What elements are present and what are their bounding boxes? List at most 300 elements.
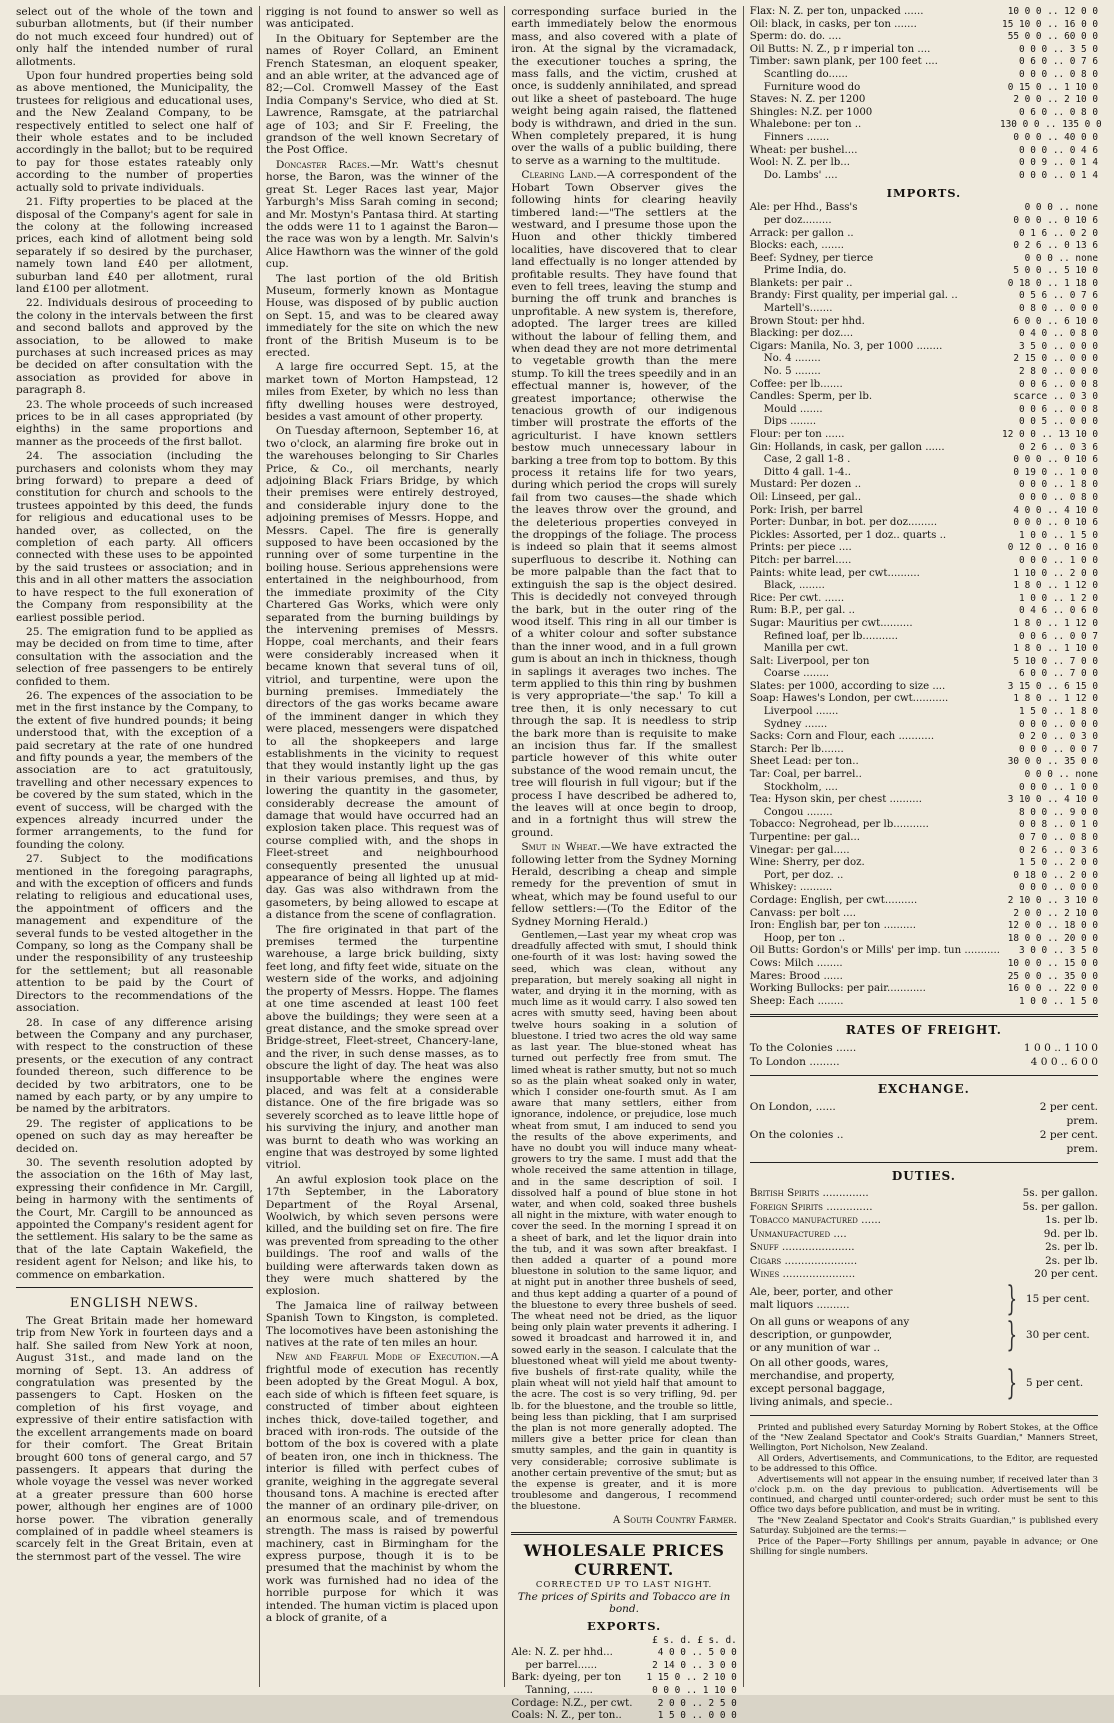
price-row <box>750 782 1098 795</box>
imprint <box>750 1422 1098 1556</box>
price-row <box>750 404 1098 417</box>
price-item: Wheat: per bushel.... <box>749 144 858 156</box>
rate-label: On the colonies .. <box>749 1129 844 1142</box>
price-row <box>750 945 1098 958</box>
duties-list <box>750 1187 1098 1282</box>
paragraph: 25. The emigration fund to be applied as may be decided on from time to time, after consultation with the association and the selection of free passengers to be entirely confided to them. <box>16 625 253 688</box>
price-row <box>750 454 1098 467</box>
price-row <box>750 857 1098 870</box>
price-row <box>750 996 1098 1009</box>
price-row <box>750 442 1098 455</box>
paragraph-text: —Mr. Watt's chesnut horse, the Baron, was the winner of the great St. Leger Races last year, Major Yarburgh's Miss Sarah coming in second; and Mr. Mostyn's Pantasa third. At starting the odds were 11 to 1 against the Baron—the race was won by a length. Mr. Salvin's Alice Hawthorn was the winner of the gold cup. <box>265 158 499 271</box>
duty-line: On all other goods, wares, <box>749 1356 889 1369</box>
duty-group-weapons: On all guns or weapons of any description, or gunpowder, or any munition of war .. } 30 per cent. <box>749 1315 1090 1356</box>
paragraph: 28. In case of any difference arising between the Company and any purchaser, with respect to the construction of these presents, or the execution of any contract founded thereon, such difference to be decided by two arbitrators, one to be named by each party, or by any umpire to be named by the arbitrators. <box>16 1016 253 1116</box>
price-value: 30 0 0 .. 35 0 0 <box>1007 756 1098 768</box>
section-title-english-news: ENGLISH NEWS. <box>69 1296 200 1312</box>
price-value: 0 2 6 .. 0 13 6 <box>1013 240 1098 252</box>
price-item: Canvass: per bolt .... <box>749 907 857 919</box>
price-value: 16 0 0 .. 22 0 0 <box>1007 983 1098 995</box>
price-row <box>750 19 1098 32</box>
run-in-heading: Smut in Wheat. <box>521 841 601 854</box>
price-value: 0 8 0 .. 0 0 0 <box>1018 303 1098 315</box>
price-row <box>749 119 1102 132</box>
price-row <box>750 328 1098 341</box>
price-row <box>750 170 1098 183</box>
rate-value: 1s. per lb. <box>1045 1214 1098 1227</box>
price-row <box>750 530 1098 543</box>
price-item: Coarse ........ <box>763 668 830 680</box>
price-row <box>750 316 1098 329</box>
price-value: 3 0 0 .. 3 5 0 <box>1018 945 1098 957</box>
price-row <box>750 706 1098 719</box>
price-value: 0 0 0 .. 0 0 0 <box>1018 718 1098 730</box>
price-value: 0 0 5 .. 0 0 0 <box>1018 416 1098 428</box>
price-item: Iron: English bar, per ton .......... <box>749 920 916 932</box>
rate-label: Foreign Spirits .............. <box>749 1200 873 1213</box>
price-item: Tea: Hyson skin, per chest .......... <box>749 794 922 806</box>
price-value: 1 0 0 .. 1 5 0 <box>1018 529 1098 541</box>
price-value: 2 14 0 .. 3 0 0 <box>652 1659 737 1671</box>
exports-title: EXPORTS. <box>586 1618 662 1633</box>
price-item: Oil Butts: Gordon's or Mills' per imp. tun ........... <box>749 945 1000 957</box>
price-value: 2 10 0 .. 3 10 0 <box>1007 894 1098 906</box>
paragraph: A large fire occurred Sept. 15, at the market town of Morton Hampstead, 12 miles from Exeter, by which no less than fifty dwelling houses were destroyed, besides a vast amount of other property. <box>265 361 499 423</box>
rate-label: British Spirits .............. <box>749 1187 869 1200</box>
execution-continued-text <box>511 6 736 167</box>
rate-value: 2 per cent. prem. <box>1039 1129 1098 1156</box>
price-item: Wine: Sherry, per doz. <box>749 857 865 869</box>
divider <box>750 1075 1098 1076</box>
rate-value: 2s. per lb. <box>1045 1254 1098 1267</box>
duty-group-ale: Ale, beer, porter, and other malt liquors .......... } 15 per cent. <box>749 1278 1090 1319</box>
price-row <box>750 631 1098 644</box>
price-value: 15 10 0 .. 16 0 0 <box>1002 18 1098 30</box>
price-item: Sperm: do. do. .... <box>749 31 842 43</box>
divider <box>16 1287 253 1288</box>
price-value: 0 0 8 .. 0 1 0 <box>1018 819 1098 831</box>
price-item: Ale: N. Z. per hhd... <box>511 1647 613 1659</box>
paragraph: The Jamaica line of railway between Spanish Town to Kingston, is completed. The locomotives have been astonishing the natives at the rate of ten miles an hour. <box>265 1299 499 1350</box>
price-value: 1 5 0 .. 0 0 0 <box>657 1710 737 1722</box>
price-row <box>750 920 1098 933</box>
rate-value: 5s. per gallon. <box>1022 1187 1098 1200</box>
paragraph: Upon four hundred properties being sold as above mentioned, the Municipality, the trustees for religious and educational uses, and the New Zealand Company, to be respectively entitled to select one half of their whole estates and to be included accordingly in the ballot; but to be required to pay for those estates rateably only according to the number of properties actually sold to private individuals. <box>16 70 253 194</box>
column-2 <box>259 6 504 1687</box>
rate-row <box>750 1201 1098 1215</box>
price-row <box>750 253 1098 266</box>
price-item: Shingles: N.Z. per 1000 <box>749 106 873 118</box>
paragraph: An awful explosion took place on the 17th September, in the Laboratory Department of the Royal Arsenal, Woolwich, by which seven persons were killed, and the building set on fire. The fire was prevented from spreading to the other buildings. The roof and walls of the building were afterwards taken down as they were much shattered by the explosion. <box>265 1173 499 1298</box>
price-item: Finners ....... <box>763 131 830 143</box>
duty-line: description, or gunpowder, <box>749 1328 893 1341</box>
run-in-heading: New and Fearful Mode of Execution. <box>275 1351 481 1364</box>
wholesale-prices-title: WHOLESALE PRICES CURRENT. <box>523 1540 725 1579</box>
price-value: 3 15 0 .. 6 15 0 <box>1007 680 1098 692</box>
imprint-line: Advertisements will not appear in the ensuing number, if received later than 3 o'clock p.m. on the day previous to publication. Advertisements will be continued, and charged until counter-ordered; such order must be sent to this Office two days before publication, and must be in writing. <box>749 1473 1098 1514</box>
price-value: 0 2 6 .. 0 3 6 <box>1018 844 1098 856</box>
exports-price-list <box>511 1647 736 1723</box>
price-row <box>750 681 1098 694</box>
divider <box>750 1415 1098 1416</box>
price-value: 6 0 0 .. 6 10 0 <box>1013 315 1098 327</box>
price-value: 0 0 0 .. none <box>1024 769 1098 781</box>
rate-row <box>750 1268 1098 1282</box>
paragraph: The last portion of the old British Museum, formerly known as Montague House, was disposed of by public auction on Sept. 15, and was to be cleared away immediately for the site on which the new front of the British Museum is to be erected. <box>265 272 499 359</box>
imports-price-list <box>750 202 1098 1008</box>
rate-label: Snuff ...................... <box>749 1241 855 1254</box>
price-row <box>750 719 1098 732</box>
price-item: per doz......... <box>763 214 832 226</box>
price-row <box>750 228 1098 241</box>
price-item: Timber: sawn plank, per 100 feet .... <box>749 56 938 68</box>
paragraph: 29. The register of applications to be opened on such day as may hereafter be decided on. <box>16 1117 253 1155</box>
price-item: Pitch: per barrel..... <box>749 554 852 566</box>
price-row <box>750 467 1098 480</box>
price-item: Ditto 4 gall. 1-4.. <box>763 466 851 478</box>
price-value: 0 18 0 .. 1 18 0 <box>1007 277 1098 289</box>
price-row <box>750 391 1098 404</box>
price-item: Pickles: Assorted, per 1 doz.. quarts .. <box>749 529 947 541</box>
price-value: 0 4 0 .. 0 8 0 <box>1018 328 1098 340</box>
duty-line: On all guns or weapons of any <box>749 1315 910 1328</box>
price-row <box>750 278 1098 291</box>
imprint-line: Price of the Paper—Forty Shillings per annum, payable in advance; or One Shilling for single numbers. <box>749 1535 1098 1556</box>
price-value: 12 0 0 .. 18 0 0 <box>1007 920 1098 932</box>
price-value: 3 5 0 .. 0 0 0 <box>1018 340 1098 352</box>
rate-row <box>750 1055 1098 1069</box>
paragraph: The fire originated in that part of the premises termed the turpentine warehouse, a large brick building, sixty feet long, and fifty feet wide, situate on the western side of the works, and adjoining the property of Messrs. Hoppe. The flames at one time ascended at least 100 feet above the buildings; they were seen at a great distance, and the smoke spread over Bridge-street, Fleet-street, Chancery-lane, and the river, in such dense masses, as to obscure the light of day. The heat was also insupportable where the engines were placed, and was felt at a considerable distance. One of the fire brigade was so severely scorched as to leave little hope of his surviving the injury, and another man was burnt to death who was working an engine that was destroyed by some lighted vitriol. <box>265 923 499 1172</box>
paragraph: 24. The association (including the purchasers and colonists whom they may bring forward) to prepare a deed of constitution for church and schools to the trustees appointed by this deed, the funds for religious and educational uses to be handed over, as collected, on the completion of each party. All officers connected with these uses to be appointed by the said trustees or association; and in this and in all other matters the association to have respect to the full exoneration of the Company from responsibility at the earliest possible period. <box>16 450 253 624</box>
duties-title: DUTIES. <box>891 1169 956 1184</box>
price-value: 0 0 0 .. 0 0 0 <box>1018 882 1098 894</box>
price-row <box>750 807 1098 820</box>
price-value: 0 0 0 .. 0 10 6 <box>1013 517 1098 529</box>
price-item: Cigars: Manila, No. 3, per 1000 ........ <box>749 340 943 352</box>
price-row <box>750 832 1098 845</box>
run-in-heading: Doncaster Races. <box>275 158 371 171</box>
rate-value: 20 per cent. <box>1034 1268 1098 1281</box>
price-item: No. 4 ........ <box>763 353 821 365</box>
rate-row <box>750 1187 1098 1201</box>
exchange-rates <box>750 1100 1098 1156</box>
price-item: Paints: white lead, per cwt.......... <box>749 567 920 579</box>
price-value: 0 0 9 .. 0 1 4 <box>1018 157 1098 169</box>
price-row <box>750 69 1098 82</box>
price-value: 0 0 0 .. 1 0 0 <box>1018 781 1098 793</box>
price-row <box>750 568 1098 581</box>
price-row <box>750 958 1098 971</box>
clearing-land-paragraph <box>511 169 736 839</box>
price-value: 0 0 0 .. 0 10 6 <box>1013 454 1098 466</box>
price-row <box>750 908 1098 921</box>
price-row <box>750 215 1098 228</box>
freight-rates <box>750 1041 1098 1069</box>
paragraph: The Great Britain made her homeward trip from New York in fourteen days and a half. She sailed from New York at noon, August 31st., and made land on the morning of Sept. 13. An address of congratulation was presented by the passengers to Capt. Hosken on the completion of his first voyage, and expressive of their entire satisfaction with the excellent arrangements made on board for their comfort. The Great Britain brought 600 tons of general cargo, and 57 passengers. It appears that during the whole voyage the vessel was never worked at a greater pressure than 600 horse power, although her engines are of 1000 horse power. The vibration generally complained of in paddle wheel steamers is scarcely felt in the Great Britain, even at the sternmost part of the vessel. The wire <box>16 1315 253 1563</box>
price-item: Prints: per piece .... <box>749 542 852 554</box>
price-row <box>750 341 1098 354</box>
rate-value: 4 0 0 .. 6 0 0 <box>1030 1056 1098 1069</box>
price-item: Brandy: First quality, per imperial gal. .. <box>749 290 958 302</box>
price-row <box>750 593 1098 606</box>
fire-reports-text <box>266 273 498 1350</box>
column-3 <box>504 6 742 1722</box>
price-value: 2 8 0 .. 0 0 0 <box>1018 366 1098 378</box>
price-item: Sacks: Corn and Flour, each ........... <box>749 731 935 743</box>
price-value: 1 5 0 .. 2 0 0 <box>1018 857 1098 869</box>
price-item: Stockholm, .... <box>763 781 838 793</box>
price-value: 0 6 0 .. 0 8 0 <box>1018 106 1098 118</box>
price-item: Hoop, per ton .. <box>763 932 846 944</box>
price-row <box>750 145 1098 158</box>
price-value: 0 0 0 .. 0 0 7 <box>1018 743 1098 755</box>
rate-row <box>750 1228 1098 1242</box>
price-value: 6 0 0 .. 7 0 0 <box>1018 668 1098 680</box>
price-item: Beef: Sydney, per tierce <box>749 252 874 264</box>
price-value: 0 0 6 .. 0 0 7 <box>1018 630 1098 642</box>
price-item: Bark: dyeing, per ton <box>511 1672 622 1684</box>
price-value: 0 0 0 .. 1 10 0 <box>652 1685 737 1696</box>
price-row <box>750 895 1098 908</box>
price-value: 0 19 0 .. 1 0 0 <box>1013 466 1098 478</box>
brace-icon: } <box>1006 1315 1018 1356</box>
price-row <box>750 379 1098 392</box>
rate-label: Unmanufactured .... <box>749 1227 847 1240</box>
obituary-text <box>266 6 498 157</box>
price-row <box>750 353 1098 366</box>
price-row <box>750 668 1098 681</box>
price-row <box>750 769 1098 782</box>
duty-line: merchandise, and property, <box>749 1369 895 1382</box>
price-item: Gin: Hollands, in cask, per gallon ...... <box>749 441 945 453</box>
rate-label: Tobacco manufactured ...... <box>749 1214 881 1227</box>
price-row <box>750 94 1098 107</box>
wholesale-prices-note: The prices of Spirits and Tobacco are in bond. <box>517 1590 731 1615</box>
price-row <box>750 265 1098 278</box>
paragraph: select out of the whole of the town and suburban allotments, but (if their number do not much exceed four hundred) out of only half the intended number of rural allotments. <box>16 6 253 68</box>
price-value: 130 0 0 .. 135 0 0 <box>1000 119 1102 131</box>
paragraph: 26. The expences of the association to be met in the first instance by the Company, to the extent of five hundred pounds; it being understood that, with the exception of a paid secretary at the rate of one hundred and fifty pounds a year, the members of the association are to act gratuitously, travelling and other necessary expences to be covered by the sum stated, which in the event of success, will be charged with the expences already incurred under the former arrangements, to the fund for founding the colony. <box>16 689 253 851</box>
brace-icon: } <box>1006 1278 1018 1319</box>
letter-signature: A South Country Farmer. <box>612 1514 737 1526</box>
price-value: 1 8 0 .. 1 10 0 <box>1013 643 1098 655</box>
rate-row <box>750 1128 1098 1156</box>
price-item: Port, per doz. .. <box>763 869 844 881</box>
price-item: Rum: B.P., per gal. .. <box>749 605 856 617</box>
price-item: Porter: Dunbar, in bot. per doz......... <box>749 517 938 529</box>
price-value: 2 15 0 .. 0 0 0 <box>1013 353 1098 365</box>
price-item: Starch: Per lb....... <box>749 743 844 755</box>
price-value: 0 0 0 .. 0 8 0 <box>1018 68 1098 80</box>
price-item: Slates: per 1000, according to size .... <box>749 680 946 692</box>
imprint-line: Printed and published every Saturday Morning by Robert Stokes, at the Office of the "New Zealand Spectator and Cook's Straits Guardian," Manners Street, Wellington, Port Nicholson, New Zealand. <box>749 1421 1098 1452</box>
price-value: 0 0 0 .. none <box>1024 252 1098 264</box>
price-row <box>750 56 1098 69</box>
rate-row <box>750 1214 1098 1228</box>
smut-letter: Gentlemen,—Last year my wheat crop was dreadfully affected with smut, I should think one-fourth of it was lost: having sowed the seed, which was clean, without any preparation, but merely soaking all night in water, and drying it in the morning, with as much lime as it would carry. I also sowed ten acres with smutty seed, having been about twelve hours soaking in a solution of bluestone. I tried two acres the old way same as last year. The blue-stoned wheat has turned out perfectly free from smut. The limed wheat is rather smutty, but not so much so as the plain wheat soaked only in water, which I consider one-fourth smut. As I am aware that many settlers, either from ignorance, indolence, or prejudice, lose much wheat from smut, I am induced to send you the results of the above experiments, and have no doubt you will induce many wheat-growers to try the same. I must add that the whole received the same attention in tillage, and in the same description of soil. I dissolved half a pound of blue stone in hot water, and when cold, soaked three bushels all night in the mixture, with water enough to cover the seed. In the morning I spread it on a sheet of bark, and let the liquor drain into the tub, and it was sown after breakfast. I then added a quarter of a pound more bluestone in solution to the same liquor, and at night put in another three bushels of seed, and thus kept adding a quarter of a pound of the bluestone to every three bushels of seed. The wheat need not be dried, as the liquor being only plain water prevents it adhering. I sowed it broadcast and harrowed it in, and sowed early in the season. I calculate that the bluestoned wheat will yield me about twenty-five bushels of first-rate quality, while the plain wheat will not yield half that amount to the acre. The cost is so very trifling, 9d. per lb. for the bluestone, and the trouble so little, being less than pickling, that I am surprised the plan is not more generally adopted. The millers give a better price for clean than smutty samples, and the gain in quantity is very considerable; corrosive sublimate is another certain preventive of the smut; but as the expense is greater, and it is more troublesome and dangerous, I recommend the bluestone. <box>511 930 737 1513</box>
price-row <box>750 44 1098 57</box>
rate-label: Cigars ...................... <box>749 1254 858 1267</box>
price-value: 1 15 0 .. 2 10 0 <box>646 1672 737 1684</box>
price-row <box>750 132 1098 145</box>
price-row <box>750 416 1098 429</box>
price-item: Martell's....... <box>763 303 833 315</box>
price-value: 2 0 0 .. 2 10 0 <box>1013 94 1098 106</box>
run-in-heading: Clearing Land. <box>521 169 597 182</box>
price-row <box>750 794 1098 807</box>
price-value: 18 0 0 .. 20 0 0 <box>1007 932 1098 944</box>
price-row <box>511 1647 736 1660</box>
price-value: 25 0 0 .. 35 0 0 <box>1007 970 1098 982</box>
price-row <box>750 693 1098 706</box>
divider <box>750 1014 1098 1017</box>
brace-icon: } <box>1006 1362 1018 1403</box>
price-row <box>750 157 1098 170</box>
price-value: 55 0 0 .. 60 0 0 <box>1007 31 1098 43</box>
freight-title: RATES OF FREIGHT. <box>845 1023 1002 1038</box>
price-item: Whalebone: per ton .. <box>749 119 862 131</box>
paragraph: 21. Fifty properties to be placed at the disposal of the Company's agent for sale in the colony at the following increased prices, each kind of allotment being sold separately if so desired by the purchaser, namely town land £40 per allotment, suburban land £40 per allotment, rural land £100 per allotment. <box>16 196 253 295</box>
price-item: Flour: per ton ...... <box>749 429 845 440</box>
column-1 <box>10 6 259 1687</box>
price-value: 0 0 6 .. 0 0 8 <box>1018 378 1098 390</box>
paragraph: rigging is not found to answer so well as was anticipated. <box>265 6 499 31</box>
price-value: 0 0 6 .. 0 0 8 <box>1018 403 1098 415</box>
price-row <box>750 870 1098 883</box>
price-item: Sheep: Each ........ <box>749 995 844 1007</box>
price-row <box>750 971 1098 984</box>
paragraph: On Tuesday afternoon, September 16, at two o'clock, an alarming fire broke out in the warehouses belonging to Sir Charles Price, & Co., oil merchants, nearly adjoining Black Friars Bridge, by which their premises were entirely destroyed, and considerable injury done to the adjoining premises of Messrs. Hoppe, and Messrs. Capel. The fire is generally supposed to have been occasioned by the running over of some turpentine in the boiling house. Serious apprehensions were entertained in the neighbourhood, from the immediate proximity of the City Chartered Gas Works, which were only separated from the burning buildings by the intervening premises of Messrs. Hoppe, coal merchants, and their fears were considerably increased when it became known that several tuns of oil, vitriol, and turpentine, were upon the burning premises. Immediately the directors of the gas works became aware of the imminent danger in which they were placed, messengers were dispatched to all the shopkeepers and large establishments in the vicinity to request that they would instantly light up the gas in their various premises, and thus, by lowering the quantity in the gasometer, considerably decrease the amount of damage that would have occurred had an explosion taken place. This request was of course complied with, and the shops in Fleet-street and neighbourhood consequently presented the unusual appearance of being all lighted up at mid-day. Gas was also withdrawn from the gasometers, by being allowed to escape at a distance from the scene of conflagration. <box>265 425 499 922</box>
price-item: Sheet Lead: per ton.. <box>749 756 859 768</box>
execution-paragraph <box>266 1351 498 1624</box>
paragraph-text: —A correspondent of the Hobart Town Observer gives the following hints for clearing heavily timbered land:—"The settlers at the westward, and I presume those upon the Huon and other thickly timbered localities, have discovered that to clear land effectually is no longer attended by profitable results. They have found that even to fell trees, leaving the stump and burning the off trunk and branches is unprofitable. A new system is, therefore, adopted. The larger trees are killed without the labour of felling them, and when dead they are not more detrimental to vegetable growth than the mere stump. To kill the trees speedily and in an effectual manner is, however, of the greatest importance; otherwise the tenacious growth of our indigenous timber will prostrate the efforts of the agriculturist. I have known settlers bestow much unnecessary labour in barking a tree from top to bottom. By this process it retains life for two years, during which period the crops will surely fail from two causes—the shade which the leaves throw over the ground, and the deleterious properties conveyed in the droppings of the foliage. The process is indeed so plain that it seems almost superfluous to describe it. Nothing can be more palpable than the fact that to extinguish the sap is the object desired. This is decidedly not conveyed through the bark, but in the outer ring of the wood itself. This ring in all our timber is of a whiter colour and softer substance than the inner wood, and in a full grown gum is about an inch in thickness, though in saplings it averages two inches. The term applied to this thin ring by bushmen is very appropriate—'the sap.' To kill a tree then, it is only necessary to cut through the sap. It is needless to strip the bark more than is requisite to make an incision thus far. If the smallest particle however of this white outer substance of the wood remain uncut, the tree will flourish in full vigour; but if the process I have described be adhered to, the leaves will at once begin to droop, and in a fortnight thus will strew the ground. <box>511 169 737 839</box>
price-value: 2 0 0 .. 2 10 0 <box>1013 907 1098 919</box>
price-value: 0 0 0 .. 0 1 4 <box>1018 169 1098 181</box>
price-row <box>511 1710 736 1723</box>
price-value: 0 7 0 .. 0 8 0 <box>1018 832 1098 843</box>
price-value: 0 15 0 .. 1 10 0 <box>1007 81 1098 93</box>
exports-price-list-continued <box>749 6 1102 182</box>
price-item: Mustard: Per dozen .. <box>749 479 862 491</box>
price-row <box>750 555 1098 568</box>
price-item: Flax: N. Z. per ton, unpacked ...... <box>749 6 924 17</box>
price-value: 12 0 0 .. 13 10 0 <box>1002 429 1098 440</box>
price-value: 0 18 0 .. 2 0 0 <box>1013 869 1098 881</box>
price-item: Oil: black, in casks, per ton ....... <box>749 18 917 30</box>
price-item: Turpentine: per gal... <box>749 832 860 843</box>
price-item: Case, 2 gall 1-8 . <box>763 454 851 466</box>
price-item: Blankets: per pair .. <box>749 277 853 289</box>
price-value: 0 0 0 .. 0 10 6 <box>1013 214 1098 226</box>
duty-line: living animals, and specie.. <box>749 1395 893 1408</box>
price-item: Oil: Linseed, per gal.. <box>749 491 862 503</box>
price-value: 0 12 0 .. 0 16 0 <box>1007 542 1098 554</box>
price-row <box>750 479 1098 492</box>
price-value: 8 0 0 .. 9 0 0 <box>1018 806 1098 818</box>
price-row <box>750 542 1098 555</box>
price-item: Wool: N. Z. per lb... <box>749 157 851 169</box>
price-item: Soap: Hawes's London, per cwt........... <box>749 693 949 705</box>
price-value: 4 0 0 .. 4 10 0 <box>1013 504 1098 516</box>
price-value: 0 2 6 .. 0 3 6 <box>1018 441 1098 453</box>
price-row <box>511 1685 736 1698</box>
price-item: Pork: Irish, per barrel <box>749 504 863 516</box>
rate-value: 2s. per lb. <box>1045 1241 1098 1254</box>
rate-row <box>750 1041 1098 1055</box>
column-4 <box>743 6 1104 1687</box>
price-row <box>750 618 1098 631</box>
price-item: Vinegar: per gal..... <box>749 844 850 856</box>
price-value: 1 8 0 .. 1 12 0 <box>1013 693 1098 705</box>
price-item: per barrel...... <box>525 1659 598 1671</box>
price-row <box>750 303 1098 316</box>
divider <box>511 1532 736 1535</box>
price-value: 0 4 6 .. 0 6 0 <box>1018 605 1098 617</box>
price-item: Sydney ....... <box>763 718 828 730</box>
rate-value: 9d. per lb. <box>1043 1227 1098 1240</box>
paragraph-text: —We have extracted the following letter from the Sydney Morning Herald, describing a cheap and simple remedy for the prevention of smut in wheat, which may be found useful to our fellow settlers:—(To the Editor of the Sydney Morning Herald.) <box>511 841 737 928</box>
price-row <box>750 983 1098 996</box>
price-value: 0 0 0 .. 0 4 6 <box>1018 144 1098 156</box>
divider <box>750 1162 1098 1163</box>
price-row <box>750 240 1098 253</box>
price-item: Furniture wood do <box>763 81 861 93</box>
price-row <box>750 82 1098 95</box>
price-item: Ale: per Hhd., Bass's <box>749 202 858 214</box>
price-item: Rice: Per cwt. ...... <box>749 592 845 604</box>
price-row <box>750 656 1098 669</box>
smut-in-wheat-paragraph <box>511 841 736 928</box>
price-item: Blocks: each, ....... <box>749 240 844 252</box>
price-row <box>750 492 1098 505</box>
paragraph: In the Obituary for September are the names of Royer Collard, an Eminent French Statesman, an eloquent speaker, and an able writer, at the advanced age of 82;—Col. Cromwell Massey of the East India Company's Service, who died at St. Lawrence, Ramsgate, at the patriarchal age of 103; and Sir F. Freeling, the grandson of the well known Secretary of the Post Office. <box>265 32 499 157</box>
price-item: Mould ....... <box>763 403 823 415</box>
rate-label: On London, ...... <box>749 1101 836 1114</box>
english-news-text <box>16 1315 253 1563</box>
price-value: 10 0 0 .. 12 0 0 <box>1007 6 1098 17</box>
price-item: Working Bullocks: per pair............ <box>749 983 926 995</box>
price-row <box>511 1698 736 1711</box>
price-item: Tar: Coal, per barrel.. <box>749 769 862 781</box>
price-item: Sugar: Mauritius per cwt.......... <box>749 617 913 629</box>
price-item: Brown Stout: per hhd. <box>749 315 865 327</box>
rate-row <box>750 1255 1098 1269</box>
price-item: Cordage: English, per cwt.......... <box>749 894 918 906</box>
duty-line: except personal baggage, <box>749 1382 886 1395</box>
price-item: Staves: N. Z. per 1200 <box>749 94 866 106</box>
price-value: 1 0 0 .. 1 5 0 <box>1018 995 1098 1007</box>
price-item: Candles: Sperm, per lb. <box>749 391 873 403</box>
price-value: 0 2 0 .. 0 3 0 <box>1018 731 1098 743</box>
price-row <box>750 366 1098 379</box>
doncaster-races-paragraph <box>266 159 498 271</box>
price-row <box>750 505 1098 518</box>
price-value: scarce .. 0 3 0 <box>1013 391 1098 403</box>
price-value: 0 0 0 .. 0 8 0 <box>1018 491 1098 503</box>
price-item: Cows: Milch ........ <box>749 957 843 969</box>
price-item: Blacking: per doz.... <box>749 328 854 340</box>
price-value: 4 0 0 .. 5 0 0 <box>657 1647 737 1659</box>
price-item: Liverpool ....... <box>763 706 839 718</box>
duty-line: malt liquors .......... <box>749 1298 850 1311</box>
price-value: 1 8 0 .. 1 12 0 <box>1013 617 1098 629</box>
price-value: 0 0 0 .. 3 5 0 <box>1018 43 1098 55</box>
price-item: No. 5 ........ <box>763 366 821 378</box>
columns <box>10 6 1104 1722</box>
price-item: Arrack: per gallon .. <box>749 227 854 239</box>
price-value: 1 10 0 .. 2 0 0 <box>1013 567 1098 579</box>
paragraph: 22. Individuals desirous of proceeding to the colony in the intervals between the first and second ballots and approved by the association, to be allowed to make purchases at such increased prices as may be decided on after consultation with the association as provided for above in paragraph 8. <box>16 297 253 397</box>
